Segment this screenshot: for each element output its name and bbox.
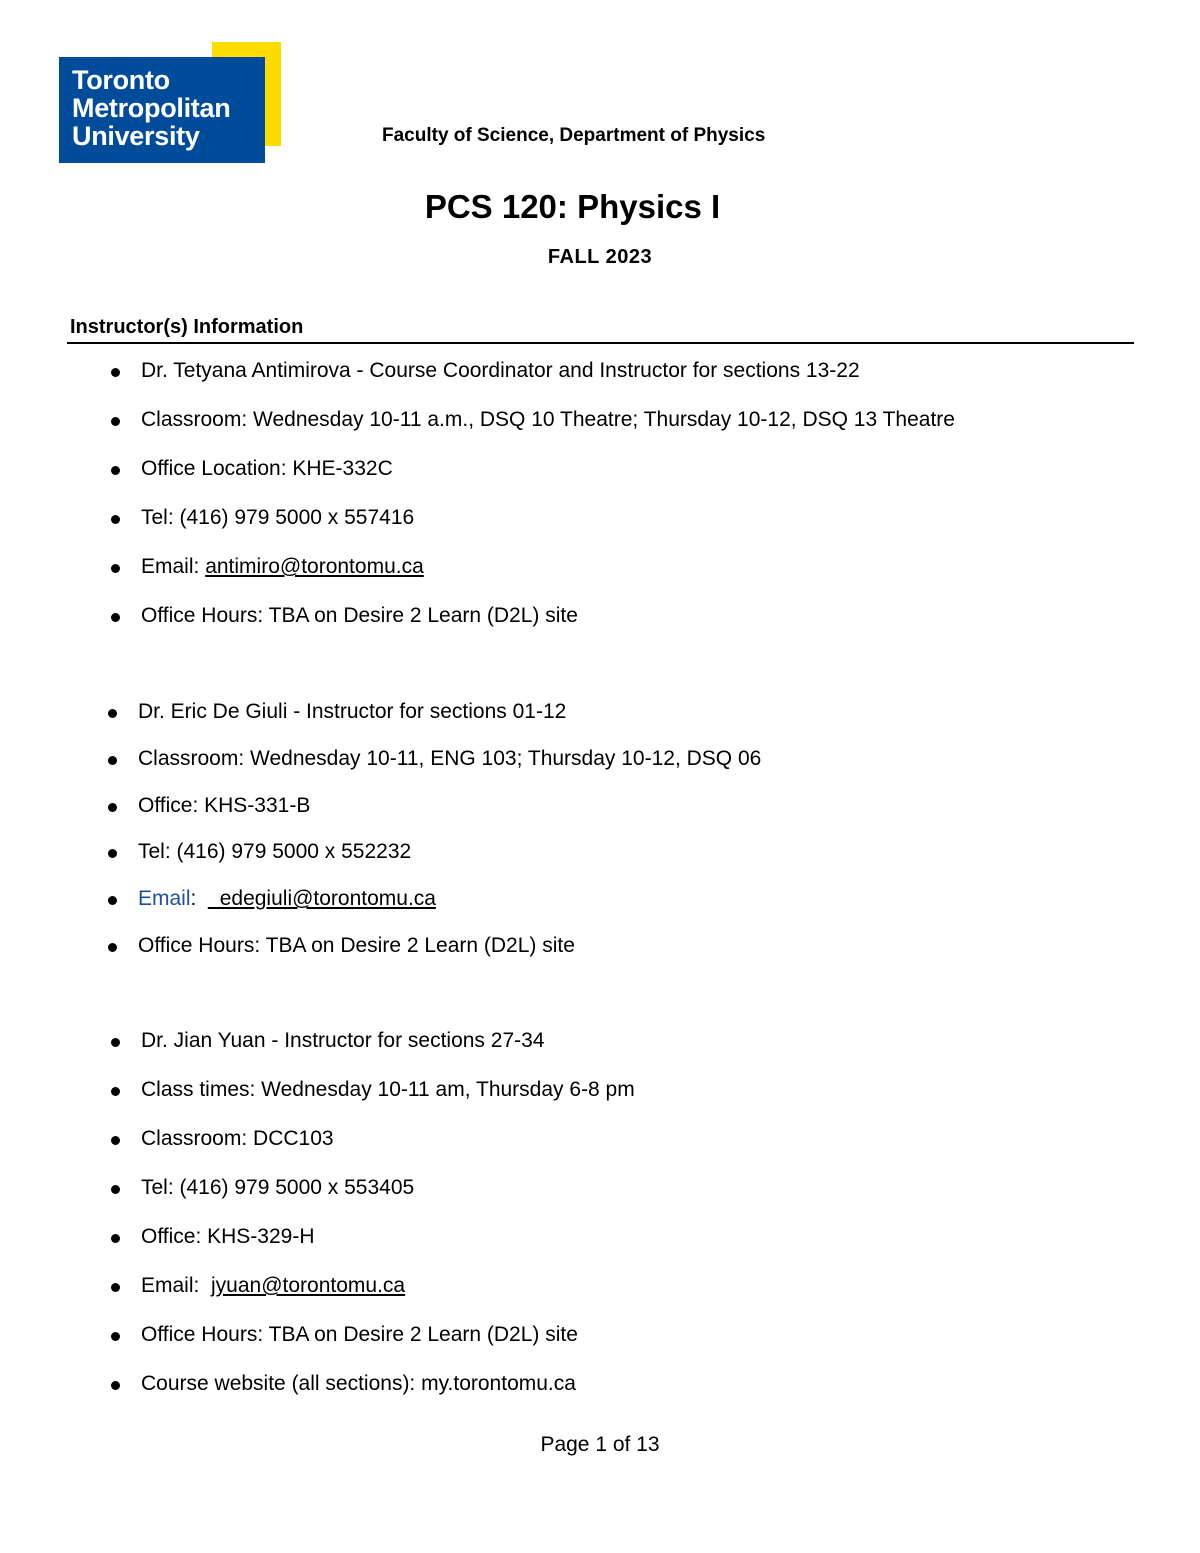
instructor-3-office-hours: Office Hours: TBA on Desire 2 Learn (D2L) site <box>141 1323 578 1346</box>
list-item <box>141 602 955 651</box>
instructor-3-tel: Tel: (416) 979 5000 x 553405 <box>141 1176 415 1199</box>
instructor-3-email-link[interactable]: jyuan@torontomu.ca <box>211 1274 406 1297</box>
bullet-icon <box>108 756 117 765</box>
bullet-icon <box>111 368 120 377</box>
list-item <box>138 838 761 885</box>
section-heading: Instructor(s) Information <box>70 316 304 338</box>
instructor-1-classroom: Classroom: Wednesday 10-11 a.m., DSQ 10 Theatre; Thursday 10-12, DSQ 13 Theatre <box>141 408 955 431</box>
instructor-2-list <box>138 698 761 979</box>
logo-line-2: Metropolitan <box>72 93 231 123</box>
list-item <box>141 1223 635 1272</box>
logo-line-3: University <box>72 121 200 151</box>
logo-line-1: Toronto <box>72 65 170 95</box>
instructor-2-email-label: Email <box>138 887 191 911</box>
list-item <box>141 406 955 455</box>
bullet-icon <box>111 1185 120 1194</box>
bullet-icon <box>108 896 117 905</box>
instructor-3-email-label: Email: <box>141 1274 212 1297</box>
bullet-icon <box>111 613 120 622</box>
instructor-1-tel: Tel: (416) 979 5000 x 557416 <box>141 506 415 529</box>
list-item <box>138 698 761 745</box>
term: FALL 2023 <box>547 246 653 268</box>
list-item <box>141 504 955 553</box>
instructor-2-name: Dr. Eric De Giuli - Instructor for sections 01-12 <box>138 700 567 723</box>
university-logo <box>59 42 281 163</box>
bullet-icon <box>111 515 120 524</box>
instructor-3-name: Dr. Jian Yuan - Instructor for sections 27-34 <box>141 1029 545 1052</box>
list-item <box>141 357 955 406</box>
instructor-2-email-sep: : <box>190 887 209 911</box>
bullet-icon <box>111 1087 120 1096</box>
list-item <box>138 792 761 839</box>
bullet-icon <box>111 564 120 573</box>
list-item <box>141 1174 635 1223</box>
bullet-icon <box>111 1136 120 1145</box>
instructor-3-office: Office: KHS-329-H <box>141 1225 315 1248</box>
bullet-icon <box>111 1332 120 1341</box>
instructor-2-email-link[interactable]: _edegiuli@torontomu.ca <box>208 887 436 911</box>
logo-blue-block <box>59 57 265 163</box>
logo-wordmark <box>72 66 230 150</box>
course-website: Course website (all sections): my.torontomu.ca <box>141 1372 576 1395</box>
list-item <box>141 1125 635 1174</box>
list-item <box>141 455 955 504</box>
list-item <box>138 932 761 979</box>
instructor-3-list <box>141 1027 635 1419</box>
list-item <box>141 1321 635 1370</box>
bullet-icon <box>111 1381 120 1390</box>
bullet-icon <box>111 417 120 426</box>
bullet-icon <box>111 1234 120 1243</box>
instructor-2-tel: Tel: (416) 979 5000 x 552232 <box>138 840 412 864</box>
instructor-3-class-times: Class times: Wednesday 10-11 am, Thursday 6-8 pm <box>141 1078 635 1101</box>
list-item <box>138 745 761 792</box>
list-item <box>138 885 761 932</box>
bullet-icon <box>111 1283 120 1292</box>
instructor-1-email-label: Email: <box>141 555 206 578</box>
list-item <box>141 1370 635 1419</box>
course-title: PCS 120: Physics I <box>424 188 721 225</box>
instructor-1-list <box>141 357 955 651</box>
faculty-department: Faculty of Science, Department of Physics <box>382 125 766 146</box>
instructor-1-email-link[interactable]: antimiro@torontomu.ca <box>205 555 424 578</box>
bullet-icon <box>111 466 120 475</box>
list-item <box>141 1272 635 1321</box>
bullet-icon <box>108 849 117 858</box>
instructor-2-office-hours: Office Hours: TBA on Desire 2 Learn (D2L) site <box>138 933 575 957</box>
instructor-1-office: Office Location: KHE-332C <box>141 457 393 480</box>
section-divider <box>67 342 1134 344</box>
list-item <box>141 553 955 602</box>
bullet-icon <box>111 1038 120 1047</box>
list-item <box>141 1076 635 1125</box>
instructor-1-name: Dr. Tetyana Antimirova - Course Coordinator and Instructor for sections 13-22 <box>141 359 860 382</box>
instructor-2-office: Office: KHS-331-B <box>138 793 311 817</box>
bullet-icon <box>108 943 117 952</box>
instructor-3-classroom: Classroom: DCC103 <box>141 1127 334 1150</box>
bullet-icon <box>108 803 117 812</box>
list-item <box>141 1027 635 1076</box>
bullet-icon <box>108 709 117 718</box>
instructor-1-office-hours: Office Hours: TBA on Desire 2 Learn (D2L) site <box>141 604 578 627</box>
page-number: Page 1 of 13 <box>540 1433 660 1456</box>
instructor-2-classroom: Classroom: Wednesday 10-11, ENG 103; Thursday 10-12, DSQ 06 <box>138 746 762 770</box>
